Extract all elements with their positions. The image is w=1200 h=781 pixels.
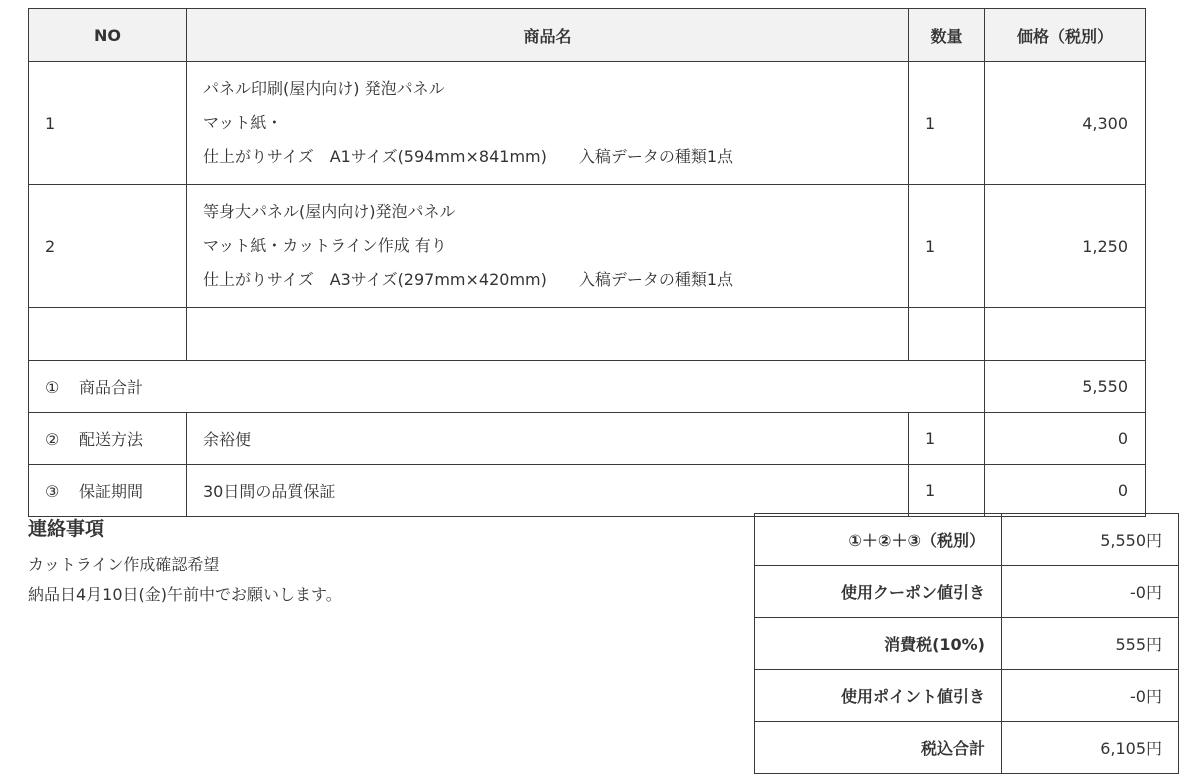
table-row (29, 185, 1146, 308)
totals-label: 使用ポイント値引き (755, 670, 1002, 722)
note-line: カットライン作成確認希望 (28, 555, 220, 574)
shipping-value: 0 (985, 413, 1146, 465)
header-product-name: 商品名 (187, 9, 909, 62)
empty-row (29, 308, 1146, 361)
item-name-line: マット紙・カットライン作成 有り (203, 236, 447, 255)
totals-row-subtotal (755, 514, 1179, 566)
shipping-method: 余裕便 (187, 413, 909, 465)
totals-value: 6,105円 (1002, 722, 1179, 774)
empty-cell (985, 308, 1146, 361)
item-quantity: 1 (909, 185, 985, 308)
warranty-label-cell (29, 465, 187, 517)
empty-cell (909, 308, 985, 361)
item-price: 1,250 (985, 185, 1146, 308)
subtotal-mark: ① (45, 378, 60, 397)
warranty-mark: ③ (45, 482, 60, 501)
item-quantity: 1 (909, 62, 985, 185)
item-name-line: パネル印刷(屋内向け) 発泡パネル (203, 79, 445, 98)
totals-row-points (755, 670, 1179, 722)
header-row (29, 9, 1146, 62)
totals-value: -0円 (1002, 566, 1179, 618)
warranty-row (29, 465, 1146, 517)
header-no: NO (29, 9, 187, 62)
subtotal-label-cell (29, 361, 985, 413)
item-name-line: 仕上がりサイズ A1サイズ(594mm×841mm) 入稿データの種類1点 (203, 147, 734, 166)
totals-row-tax (755, 618, 1179, 670)
warranty-label: 保証期間 (79, 482, 144, 501)
header-price: 価格（税別） (985, 9, 1146, 62)
warranty-quantity: 1 (909, 465, 985, 517)
table-row (29, 62, 1146, 185)
item-price: 4,300 (985, 62, 1146, 185)
item-no: 2 (29, 185, 187, 308)
totals-label: 税込合計 (755, 722, 1002, 774)
totals-label: ①＋②＋③（税別） (755, 514, 1002, 566)
item-name-line: マット紙・ (203, 113, 283, 132)
item-name-line: 等身大パネル(屋内向け)発泡パネル (203, 202, 456, 221)
shipping-label: 配送方法 (79, 430, 144, 449)
shipping-row (29, 413, 1146, 465)
totals-value: 5,550円 (1002, 514, 1179, 566)
warranty-description: 30日間の品質保証 (187, 465, 909, 517)
item-name-line: 仕上がりサイズ A3サイズ(297mm×420mm) 入稿データの種類1点 (203, 270, 734, 289)
warranty-value: 0 (985, 465, 1146, 517)
item-name (187, 62, 909, 185)
totals-label: 消費税(10%) (755, 618, 1002, 670)
shipping-mark: ② (45, 430, 60, 449)
totals-row-grand-total (755, 722, 1179, 774)
item-name (187, 185, 909, 308)
note-line: 納品日4月10日(金)午前中でお願いします。 (28, 585, 342, 604)
subtotal-label: 商品合計 (79, 378, 144, 397)
subtotal-row (29, 361, 1146, 413)
totals-value: 555円 (1002, 618, 1179, 670)
totals-label: 使用クーポン値引き (755, 566, 1002, 618)
shipping-label-cell (29, 413, 187, 465)
order-table (28, 8, 1146, 517)
header-quantity: 数量 (909, 9, 985, 62)
notes-title: 連絡事項 (28, 518, 105, 540)
empty-cell (29, 308, 187, 361)
subtotal-value: 5,550 (985, 361, 1146, 413)
totals-row-coupon (755, 566, 1179, 618)
totals-table (754, 513, 1179, 774)
empty-cell (187, 308, 909, 361)
item-no: 1 (29, 62, 187, 185)
shipping-quantity: 1 (909, 413, 985, 465)
totals-value: -0円 (1002, 670, 1179, 722)
notes-section (28, 516, 728, 610)
